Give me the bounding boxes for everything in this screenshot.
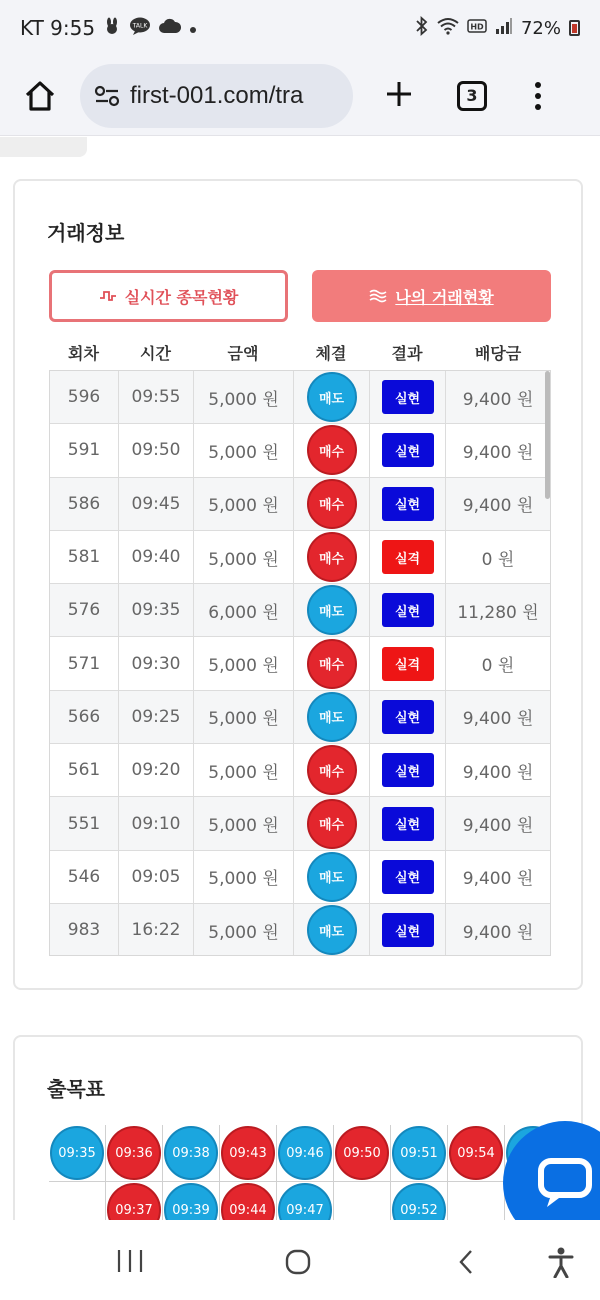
chart-table-card <box>13 1035 583 1235</box>
execution-badge: 매도 <box>307 905 357 955</box>
time-cell: 09:25 <box>119 691 194 743</box>
dot-icon <box>189 19 197 38</box>
chat-bubble-icon <box>537 1157 593 1209</box>
amount-cell: 5,000 원 <box>194 478 294 530</box>
execution-cell <box>294 531 370 583</box>
result-badge: 실현 <box>382 860 434 894</box>
time-cell: 09:10 <box>119 797 194 849</box>
round-cell: 596 <box>50 371 119 423</box>
table-row <box>50 797 550 850</box>
menu-dot <box>535 104 541 110</box>
chart-cell <box>49 1125 106 1182</box>
result-badge: 실현 <box>382 593 434 627</box>
result-badge: 실현 <box>382 487 434 521</box>
result-badge: 실현 <box>382 700 434 734</box>
result-ball: 09:38 <box>164 1126 218 1180</box>
amount-cell: 5,000 원 <box>194 797 294 849</box>
url-text: first-001.com/tra <box>130 81 304 109</box>
chart-table-title: 출목표 <box>47 1077 105 1101</box>
execution-cell <box>294 904 370 956</box>
new-tab-button[interactable] <box>379 76 419 116</box>
payout-cell: 0 원 <box>481 549 515 570</box>
svg-text:HD: HD <box>470 22 484 32</box>
trade-info-card <box>13 179 583 990</box>
chart-cell <box>448 1125 505 1182</box>
payout-cell: 11,280 원 <box>457 602 539 623</box>
header-result: 결과 <box>391 344 423 363</box>
result-cell <box>370 531 446 583</box>
hd-icon <box>467 18 487 38</box>
browser-home-button[interactable] <box>20 76 60 116</box>
table-row <box>50 637 550 690</box>
result-badge: 실현 <box>382 380 434 414</box>
time-cell: 09:20 <box>119 744 194 796</box>
execution-badge: 매도 <box>307 372 357 422</box>
home-circle-icon <box>284 1248 312 1276</box>
execution-badge: 매수 <box>307 479 357 529</box>
result-ball: 09:44 <box>221 1183 275 1235</box>
result-cell <box>370 478 446 530</box>
result-badge: 실격 <box>382 647 434 681</box>
result-cell <box>370 691 446 743</box>
table-row <box>50 851 550 904</box>
table-row <box>50 691 550 744</box>
execution-badge: 매수 <box>307 745 357 795</box>
result-ball: 09:54 <box>449 1126 503 1180</box>
table-row <box>50 904 550 956</box>
browser-menu-button[interactable] <box>535 82 541 110</box>
time-cell: 09:30 <box>119 637 194 689</box>
home-icon <box>23 79 57 113</box>
chart-cell <box>163 1125 220 1182</box>
time-cell: 16:22 <box>119 904 194 956</box>
table-row <box>50 478 550 531</box>
execution-cell <box>294 637 370 689</box>
back-icon <box>456 1248 476 1276</box>
chart-cell <box>334 1125 391 1182</box>
header-payout: 배당금 <box>474 344 522 363</box>
result-ball: 09:35 <box>50 1126 104 1180</box>
round-cell: 576 <box>50 584 119 636</box>
round-cell: 983 <box>50 904 119 956</box>
result-cell <box>370 797 446 849</box>
result-cell <box>370 584 446 636</box>
live-status-label: 실시간 종목현황 <box>124 287 239 307</box>
execution-badge: 매수 <box>307 532 357 582</box>
payout-cell: 9,400 원 <box>462 709 534 730</box>
result-cell <box>370 851 446 903</box>
result-badge: 실현 <box>382 753 434 787</box>
result-badge: 실격 <box>382 540 434 574</box>
payout-cell: 9,400 원 <box>462 922 534 943</box>
time-cell: 09:05 <box>119 851 194 903</box>
result-ball: 09:50 <box>335 1126 389 1180</box>
battery-icon <box>569 20 580 36</box>
menu-dot <box>535 82 541 88</box>
cloud-icon <box>159 18 181 38</box>
table-row <box>50 744 550 797</box>
accessibility-icon <box>547 1246 575 1278</box>
chart-cell <box>277 1125 334 1182</box>
system-nav-bar <box>0 1220 600 1300</box>
tab-count: 3 <box>466 86 478 105</box>
execution-cell <box>294 478 370 530</box>
payout-cell: 9,400 원 <box>462 816 534 837</box>
result-badge: 실현 <box>382 913 434 947</box>
signal-icon <box>495 17 513 39</box>
browser-toolbar <box>0 56 600 136</box>
execution-badge: 매수 <box>307 425 357 475</box>
status-bar <box>0 0 600 56</box>
execution-cell <box>294 797 370 849</box>
table-row <box>50 531 550 584</box>
result-cell <box>370 637 446 689</box>
execution-cell <box>294 584 370 636</box>
result-cell <box>370 371 446 423</box>
execution-cell <box>294 691 370 743</box>
my-trades-label: 나의 거래현황 <box>395 287 494 307</box>
trade-table-body[interactable] <box>49 370 551 956</box>
bluetooth-icon <box>415 16 429 40</box>
payout-cell: 9,400 원 <box>462 496 534 517</box>
round-cell: 591 <box>50 424 119 476</box>
payout-cell: 9,400 원 <box>462 869 534 890</box>
chart-grid-row <box>49 1125 562 1182</box>
amount-cell: 5,000 원 <box>194 851 294 903</box>
result-ball: 09:47 <box>278 1183 332 1235</box>
table-scrollbar[interactable] <box>545 371 550 499</box>
result-ball: 09:37 <box>107 1183 161 1235</box>
result-ball: 09:46 <box>278 1126 332 1180</box>
page-tab-stub <box>0 137 87 157</box>
result-ball: 09:36 <box>107 1126 161 1180</box>
round-cell: 551 <box>50 797 119 849</box>
pulse-icon <box>99 289 117 303</box>
result-ball: 09:43 <box>221 1126 275 1180</box>
amount-cell: 5,000 원 <box>194 424 294 476</box>
address-bar[interactable] <box>80 64 353 128</box>
waves-icon <box>369 289 387 303</box>
chart-cell <box>391 1125 448 1182</box>
plus-icon <box>384 79 414 109</box>
result-badge: 실현 <box>382 807 434 841</box>
execution-badge: 매도 <box>307 692 357 742</box>
result-ball: 09:52 <box>392 1183 446 1235</box>
result-ball: 09:51 <box>392 1126 446 1180</box>
carrier-time: KT 9:55 <box>20 16 96 40</box>
header-round: 회차 <box>68 344 99 363</box>
tab-switcher-button[interactable] <box>457 81 487 111</box>
time-cell: 09:35 <box>119 584 194 636</box>
payout-cell: 0 원 <box>481 656 515 677</box>
table-row <box>50 584 550 637</box>
payout-cell: 9,400 원 <box>462 442 534 463</box>
execution-badge: 매수 <box>307 799 357 849</box>
rabbit-icon <box>103 17 121 39</box>
round-cell: 586 <box>50 478 119 530</box>
result-cell <box>370 424 446 476</box>
recent-apps-icon <box>115 1248 145 1274</box>
live-status-button[interactable] <box>49 270 288 322</box>
execution-badge: 매수 <box>307 639 357 689</box>
amount-cell: 5,000 원 <box>194 637 294 689</box>
amount-cell: 5,000 원 <box>194 691 294 743</box>
execution-cell <box>294 851 370 903</box>
result-ball: 09:39 <box>164 1183 218 1235</box>
system-home-button[interactable] <box>283 1248 313 1276</box>
table-row <box>50 424 550 477</box>
result-badge: 실현 <box>382 433 434 467</box>
wifi-icon <box>437 17 459 39</box>
amount-cell: 6,000 원 <box>194 584 294 636</box>
amount-cell: 5,000 원 <box>194 744 294 796</box>
chart-cell <box>220 1125 277 1182</box>
execution-badge: 매도 <box>307 852 357 902</box>
time-cell: 09:40 <box>119 531 194 583</box>
execution-cell <box>294 744 370 796</box>
round-cell: 566 <box>50 691 119 743</box>
menu-dot <box>535 93 541 99</box>
trade-table-header <box>49 341 551 369</box>
trade-info-title: 거래정보 <box>47 221 125 245</box>
my-trades-button[interactable] <box>312 270 551 322</box>
round-cell: 571 <box>50 637 119 689</box>
site-settings-icon <box>94 84 120 108</box>
execution-badge: 매도 <box>307 585 357 635</box>
payout-cell: 9,400 원 <box>462 762 534 783</box>
payout-cell: 9,400 원 <box>462 389 534 410</box>
amount-cell: 5,000 원 <box>194 531 294 583</box>
time-cell: 09:45 <box>119 478 194 530</box>
time-cell: 09:50 <box>119 424 194 476</box>
amount-cell: 5,000 원 <box>194 904 294 956</box>
result-cell <box>370 744 446 796</box>
svg-text:TALK: TALK <box>132 22 148 30</box>
time-cell: 09:55 <box>119 371 194 423</box>
round-cell: 581 <box>50 531 119 583</box>
round-cell: 546 <box>50 851 119 903</box>
header-execution: 체결 <box>315 344 347 363</box>
execution-cell <box>294 424 370 476</box>
battery-percent: 72% <box>520 17 561 39</box>
table-row <box>50 371 550 424</box>
amount-cell: 5,000 원 <box>194 371 294 423</box>
recent-apps-button[interactable] <box>112 1248 148 1274</box>
execution-cell <box>294 371 370 423</box>
result-cell <box>370 904 446 956</box>
back-button[interactable] <box>452 1248 480 1276</box>
talk-icon <box>129 17 151 39</box>
round-cell: 561 <box>50 744 119 796</box>
accessibility-button[interactable] <box>546 1246 576 1278</box>
header-amount: 금액 <box>227 344 259 363</box>
header-time: 시간 <box>140 344 171 363</box>
chart-cell <box>106 1125 163 1182</box>
